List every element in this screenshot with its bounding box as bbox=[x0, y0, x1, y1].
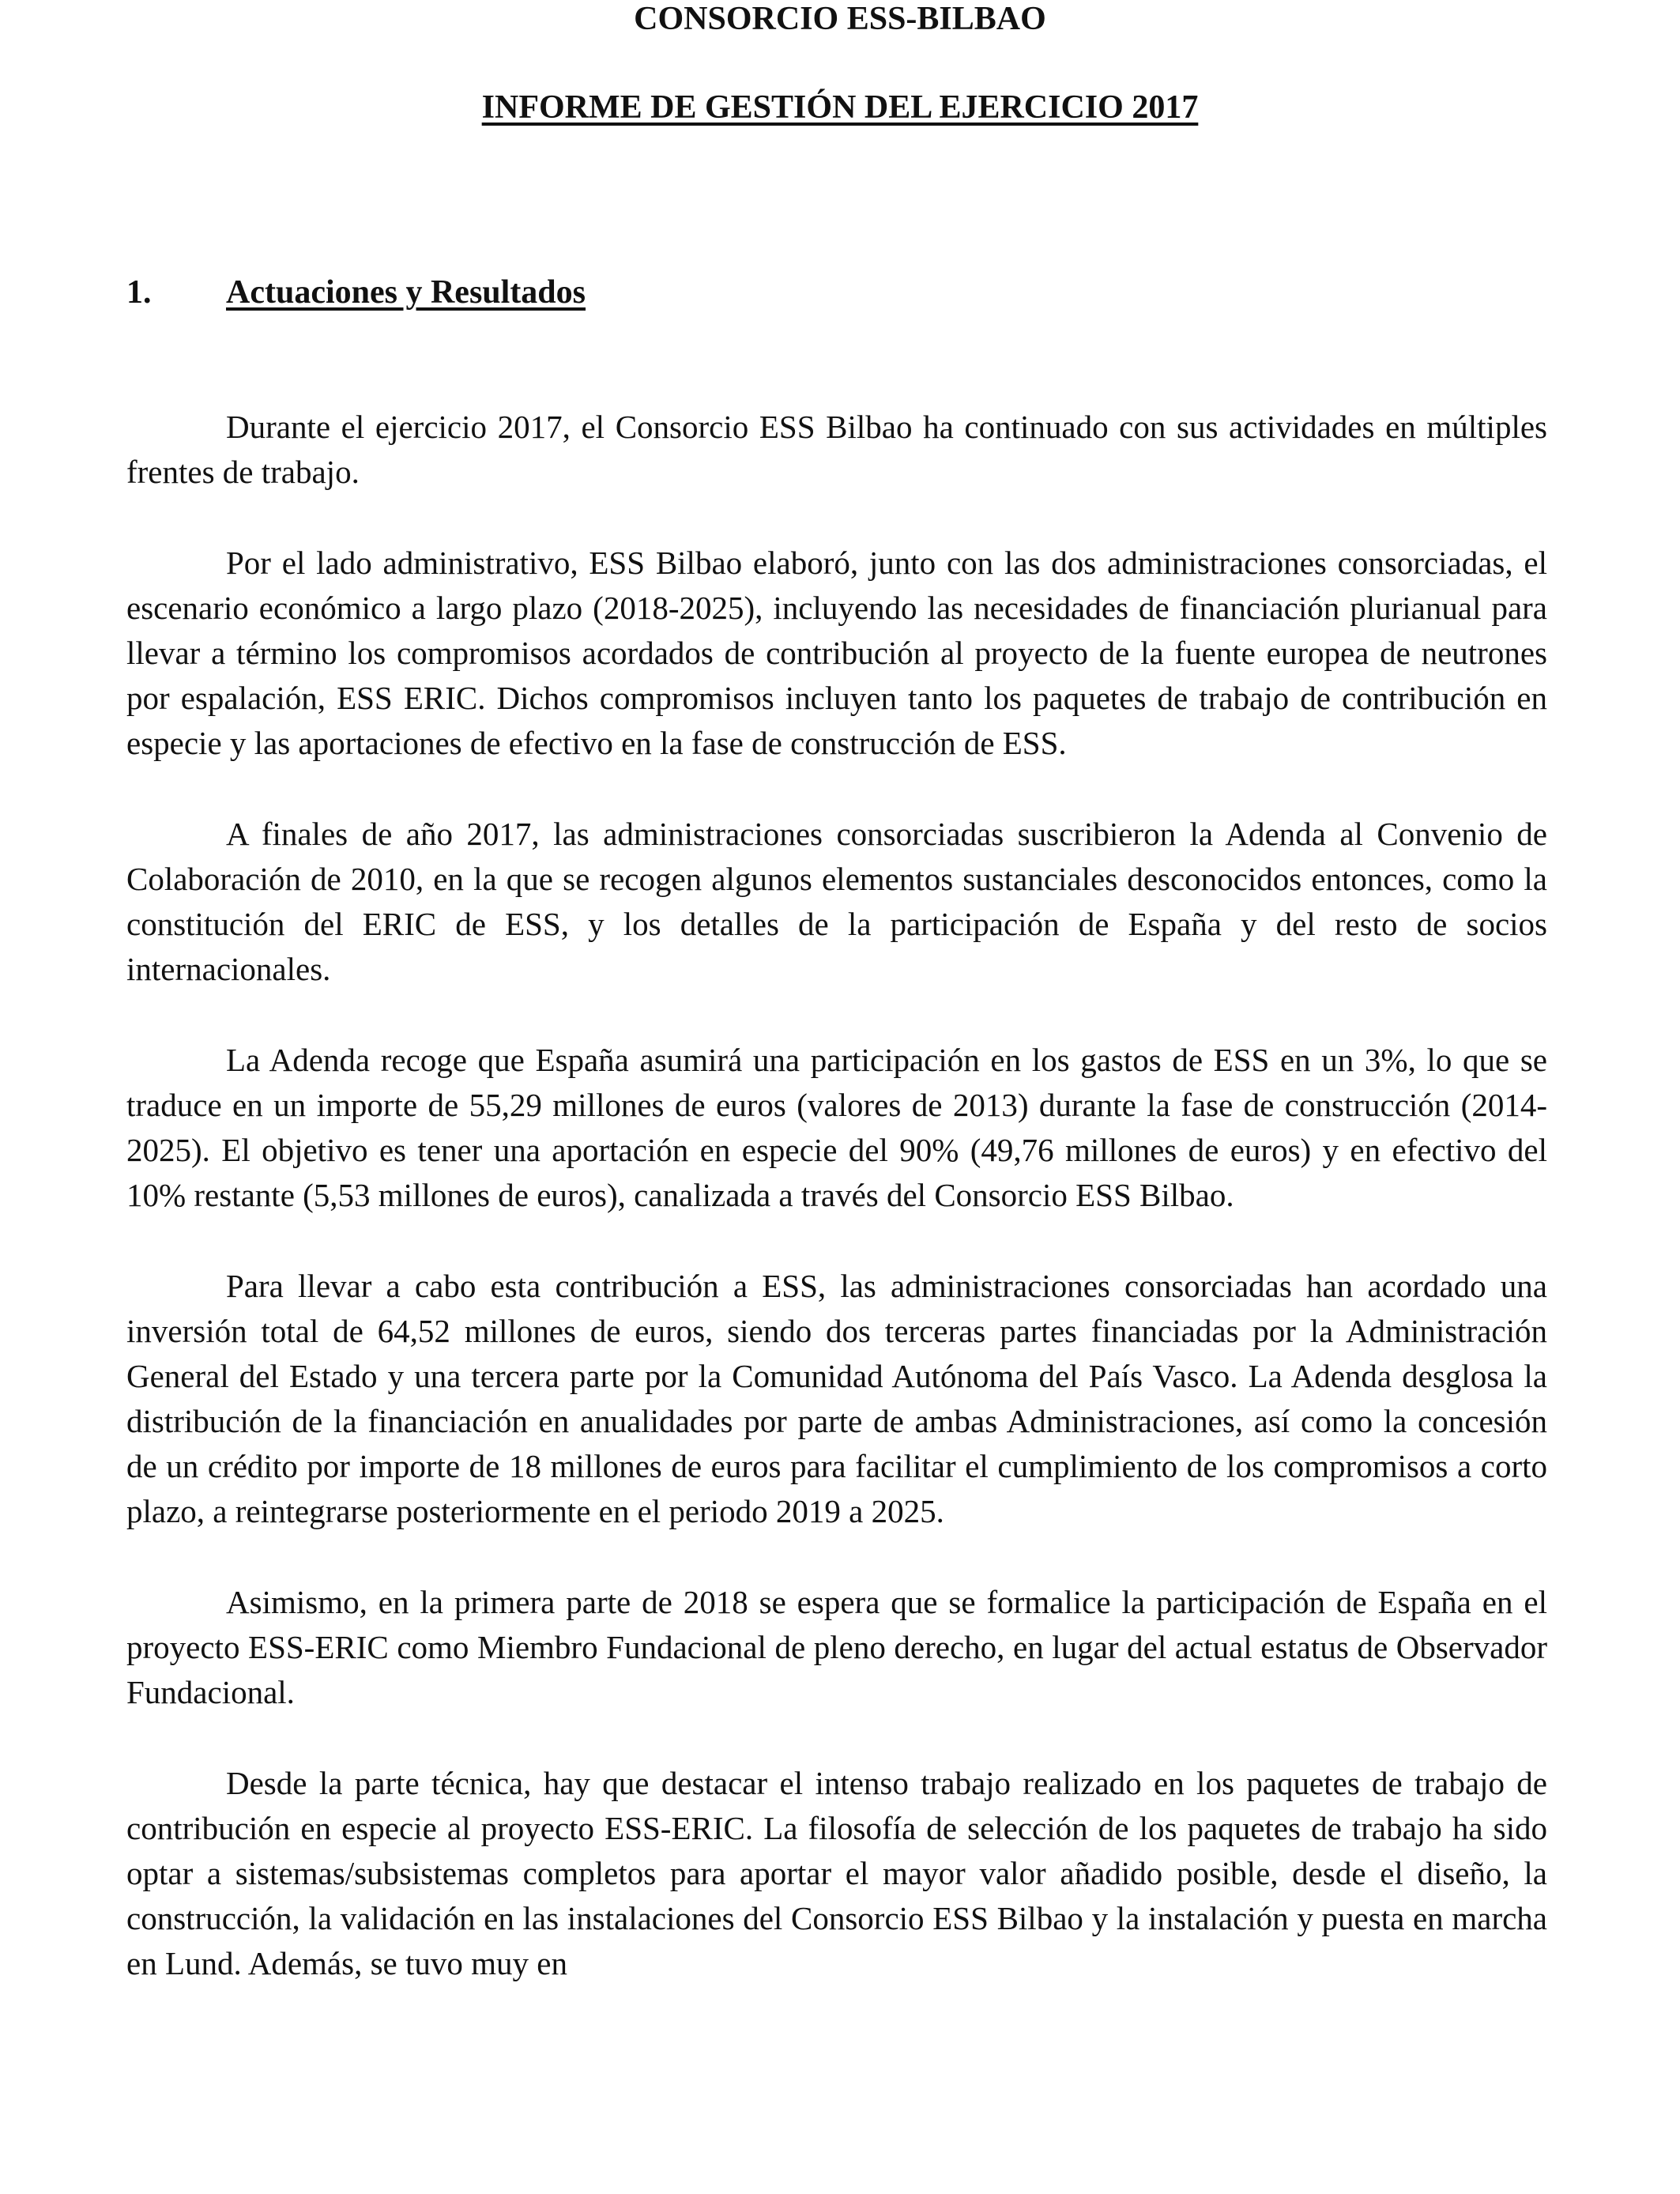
paragraph-6: Asimismo, en la primera parte de 2018 se espera que se formalice la participación de España en el proyecto ESS-ERIC como Miembro Fundacional de pleno derecho, en lugar del actual estatus de Observador Fundacional. bbox=[126, 1584, 1547, 1710]
report-title: INFORME DE GESTIÓN DEL EJERCICIO 2017 bbox=[481, 89, 1199, 126]
organization-title: CONSORCIO ESS-BILBAO bbox=[634, 1, 1046, 37]
section-title: Actuaciones y Resultados bbox=[226, 274, 586, 311]
paragraph-7: Desde la parte técnica, hay que destacar el intenso trabajo realizado en los paquetes de trabajo de contribución en especie al proyecto ESS-ERIC. La filosofía de selección de los paquetes de trabajo ha sido optar a sistemas/subsistemas completos para aportar el mayor valor añadido posible, desde el diseño, la construcción, la validación en las instalaciones del Consorcio ESS Bilbao y la instalación y puesta en marcha en Lund. Además, se tuvo muy en bbox=[126, 1765, 1547, 1981]
paragraph-2: Por el lado administrativo, ESS Bilbao elaboró, junto con las dos administraciones consorciadas, el escenario económico a largo plazo (2018-2025), incluyendo las necesidades de financiación plurianual para llevar a término los compromisos acordados de contribución al proyecto de la fuente europea de neutrones por espalación, ESS ERIC. Dichos compromisos incluyen tanto los paquetes de trabajo de contribución en especie y las aportaciones de efectivo en la fase de construcción de ESS. bbox=[126, 545, 1547, 761]
section-number: 1. bbox=[126, 274, 152, 311]
paragraph-4: La Adenda recoge que España asumirá una participación en los gastos de ESS en un 3%, lo que se traduce en un importe de 55,29 millones de euros (valores de 2013) durante la fase de construcción (2014-2025). El objetivo es tener una aportación en especie del 90% (49,76 millones de euros) y en efectivo del 10% restante (5,53 millones de euros), canalizada a través del Consorcio ESS Bilbao. bbox=[126, 1042, 1547, 1213]
paragraph-3: A finales de año 2017, las administraciones consorciadas suscribieron la Adenda al Convenio de Colaboración de 2010, en la que se recogen algunos elementos sustanciales desconocidos entonces, como la constitución del ERIC de ESS, y los detalles de la participación de España y del resto de socios internacionales. bbox=[126, 816, 1547, 987]
body-text bbox=[126, 405, 1547, 2032]
paragraph-1: Durante el ejercicio 2017, el Consorcio ESS Bilbao ha continuado con sus actividades en múltiples frentes de trabajo. bbox=[126, 409, 1547, 490]
section-heading bbox=[126, 273, 586, 311]
paragraph-5: Para llevar a cabo esta contribución a ESS, las administraciones consorciadas han acordado una inversión total de 64,52 millones de euros, siendo dos terceras partes financiadas por la Administración General del Estado y una tercera parte por la Comunidad Autónoma del País Vasco. La Adenda desglosa la distribución de la financiación en anualidades por parte de ambas Administraciones, así como la concesión de un crédito por importe de 18 millones de euros para facilitar el cumplimiento de los compromisos a corto plazo, a reintegrarse posteriormente en el periodo 2019 a 2025. bbox=[126, 1268, 1547, 1529]
